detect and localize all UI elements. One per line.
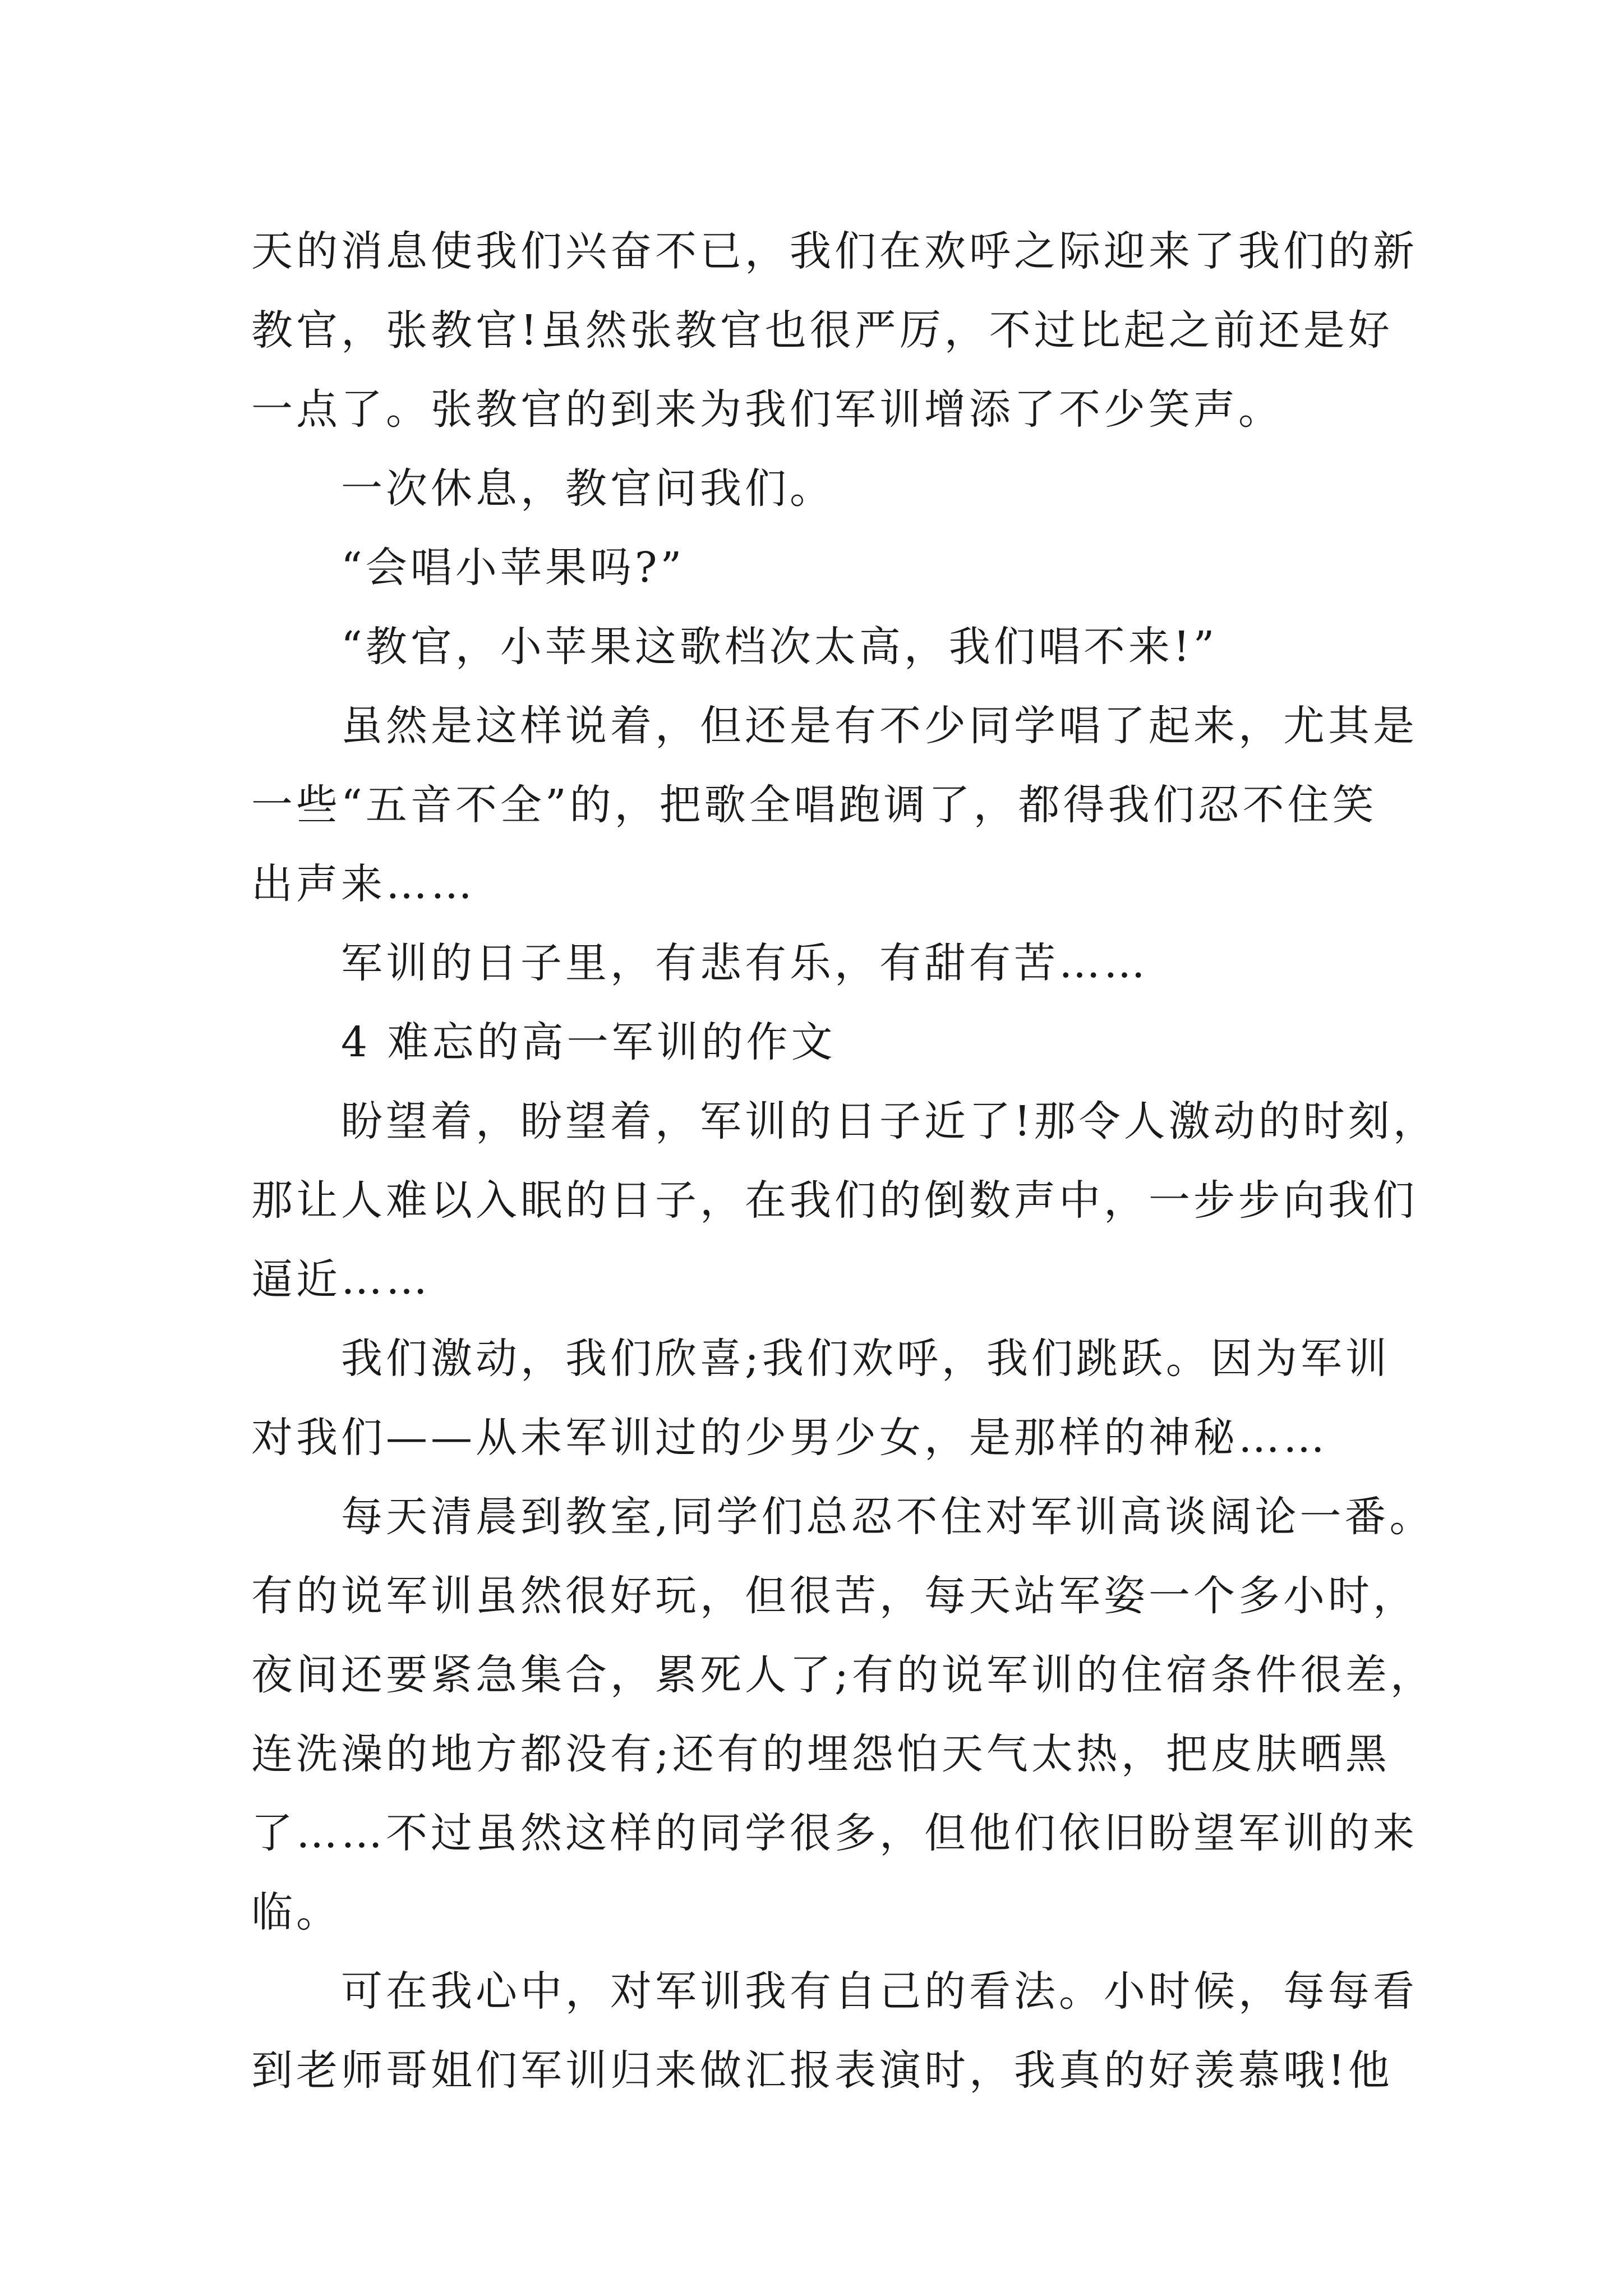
text-line: “会唱小苹果吗?” <box>341 544 685 592</box>
text-line: 每天清晨到教室,同学们总忍不住对军训高谈阔论一番。 <box>341 1493 1435 1541</box>
text-line: 连洗澡的地方都没有;还有的埋怨怕天气太热，把皮肤晒黑 <box>251 1730 1390 1778</box>
text-line: 那让人难以入眠的日子，在我们的倒数声中，一步步向我们 <box>251 1176 1418 1225</box>
text-line: 盼望着，盼望着，军训的日子近了!那令人激动的时刻， <box>341 1097 1438 1145</box>
text-line: 逼近…… <box>251 1255 431 1304</box>
text-line: 军训的日子里，有悲有乐，有甜有苦…… <box>341 939 1149 987</box>
text-line: 临。 <box>251 1888 341 1936</box>
text-line: 有的说军训虽然很好玩，但很苦，每天站军姿一个多小时， <box>251 1572 1418 1620</box>
text-line: 一点了。张教官的到来为我们军训增添了不少笑声。 <box>251 385 1283 434</box>
text-line: 出声来…… <box>251 860 476 908</box>
text-line: 对我们——从未军训过的少男少女，是那样的神秘…… <box>251 1414 1328 1462</box>
text-line: 了……不过虽然这样的同学很多，但他们依旧盼望军训的来 <box>251 1809 1418 1857</box>
text-line: 到老师哥姐们军训归来做汇报表演时，我真的好羡慕哦!他 <box>251 2046 1393 2095</box>
text-line: 可在我心中，对军训我有自己的看法。小时候，每每看 <box>341 1967 1418 2016</box>
document-body <box>251 212 1438 2110</box>
text-line: 一次休息，教官问我们。 <box>341 464 834 513</box>
text-line: 我们激动，我们欣喜;我们欢呼，我们跳跃。因为军训 <box>341 1335 1390 1383</box>
text-line: 教官，张教官!虽然张教官也很严厉，不过比起之前还是好 <box>251 306 1393 355</box>
text-line: 一些“五音不全”的，把歌全唱跑调了，都得我们忍不住笑 <box>251 781 1377 829</box>
text-line: “教官，小苹果这歌档次太高，我们唱不来!” <box>341 623 1218 671</box>
text-line: 夜间还要紧急集合，累死人了;有的说军训的住宿条件很差， <box>251 1651 1435 1699</box>
section-heading: 4 难忘的高一军训的作文 <box>341 1018 836 1066</box>
text-line: 虽然是这样说着，但还是有不少同学唱了起来，尤其是 <box>341 702 1418 750</box>
text-line: 天的消息使我们兴奋不已，我们在欢呼之际迎来了我们的新 <box>251 227 1418 275</box>
